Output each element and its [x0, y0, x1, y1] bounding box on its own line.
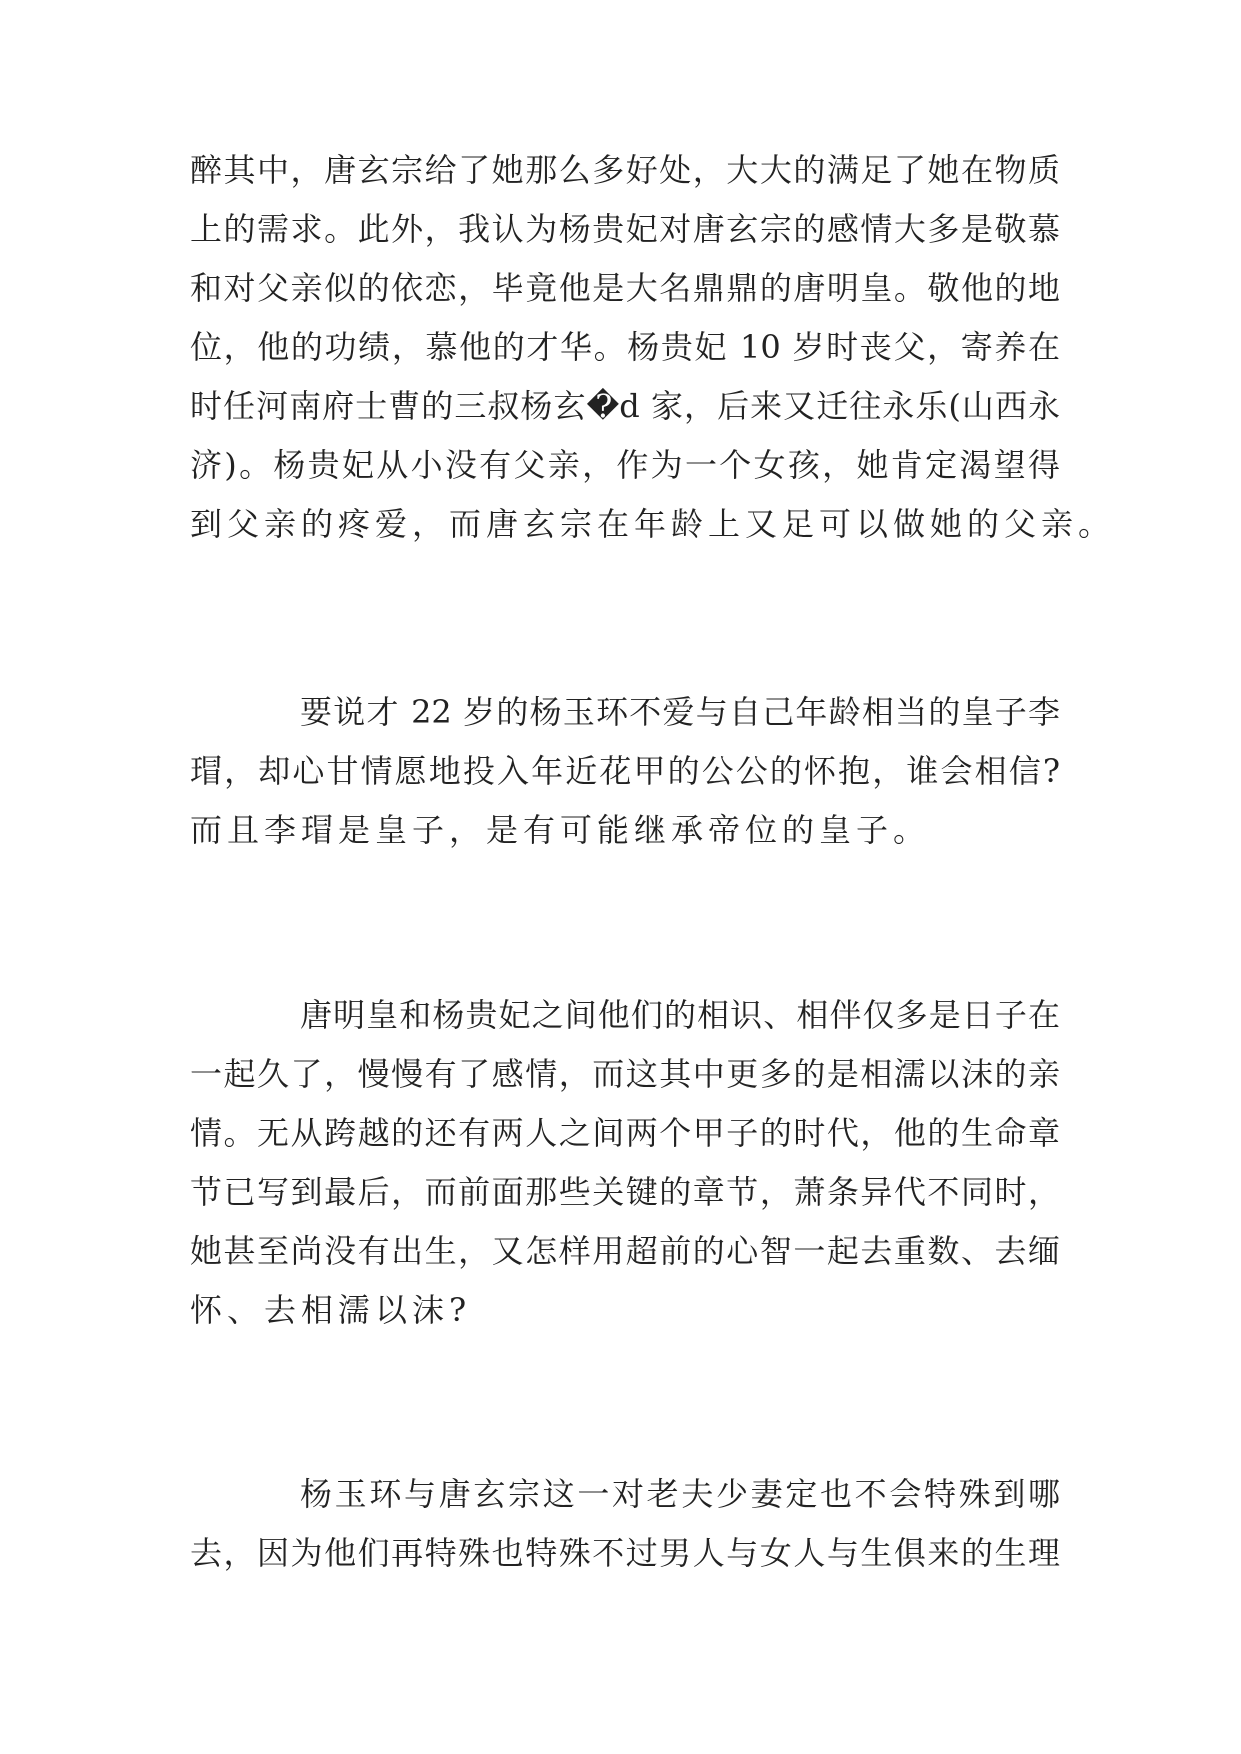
text-line: 而且李瑁是皇子，是有可能继承帝位的皇子。	[190, 811, 931, 849]
text-line: 一起久了，慢慢有了感情，而这其中更多的是相濡以沫的亲	[190, 1055, 1060, 1093]
text-line: 去，因为他们再特殊也特殊不过男人与女人与生俱来的生理	[190, 1534, 1060, 1572]
text-line: 醉其中，唐玄宗给了她那么多好处，大大的满足了她在物质	[190, 151, 1060, 189]
text-line: 瑁，却心甘情愿地投入年近花甲的公公的怀抱，谁会相信?	[190, 752, 1060, 790]
text-line: 时任河南府士曹的三叔杨玄�d 家，后来又迁往永乐(山西永	[190, 387, 1060, 425]
text-line: 唐明皇和杨贵妃之间他们的相识、相伴仅多是日子在	[300, 996, 1060, 1034]
text-line: 怀、去相濡以沫?	[190, 1291, 472, 1329]
text-line: 上的需求。此外，我认为杨贵妃对唐玄宗的感情大多是敬慕	[190, 210, 1060, 248]
text-line: 杨玉环与唐玄宗这一对老夫少妻定也不会特殊到哪	[300, 1475, 1060, 1513]
text-line: 要说才 22 岁的杨玉环不爱与自己年龄相当的皇子李	[300, 693, 1060, 731]
text-line: 她甚至尚没有出生，又怎样用超前的心智一起去重数、去缅	[190, 1232, 1060, 1270]
text-line: 济)。杨贵妃从小没有父亲，作为一个女孩，她肯定渴望得	[190, 446, 1060, 484]
text-line: 到父亲的疼爱，而唐玄宗在年龄上又足可以做她的父亲。	[190, 505, 1116, 543]
text-line: 和对父亲似的依恋，毕竟他是大名鼎鼎的唐明皇。敬他的地	[190, 269, 1060, 307]
text-line: 位，他的功绩，慕他的才华。杨贵妃 10 岁时丧父，寄养在	[190, 328, 1060, 366]
text-line: 节已写到最后，而前面那些关键的章节，萧条异代不同时，	[190, 1173, 1060, 1211]
text-line: 情。无从跨越的还有两人之间两个甲子的时代，他的生命章	[190, 1114, 1060, 1152]
